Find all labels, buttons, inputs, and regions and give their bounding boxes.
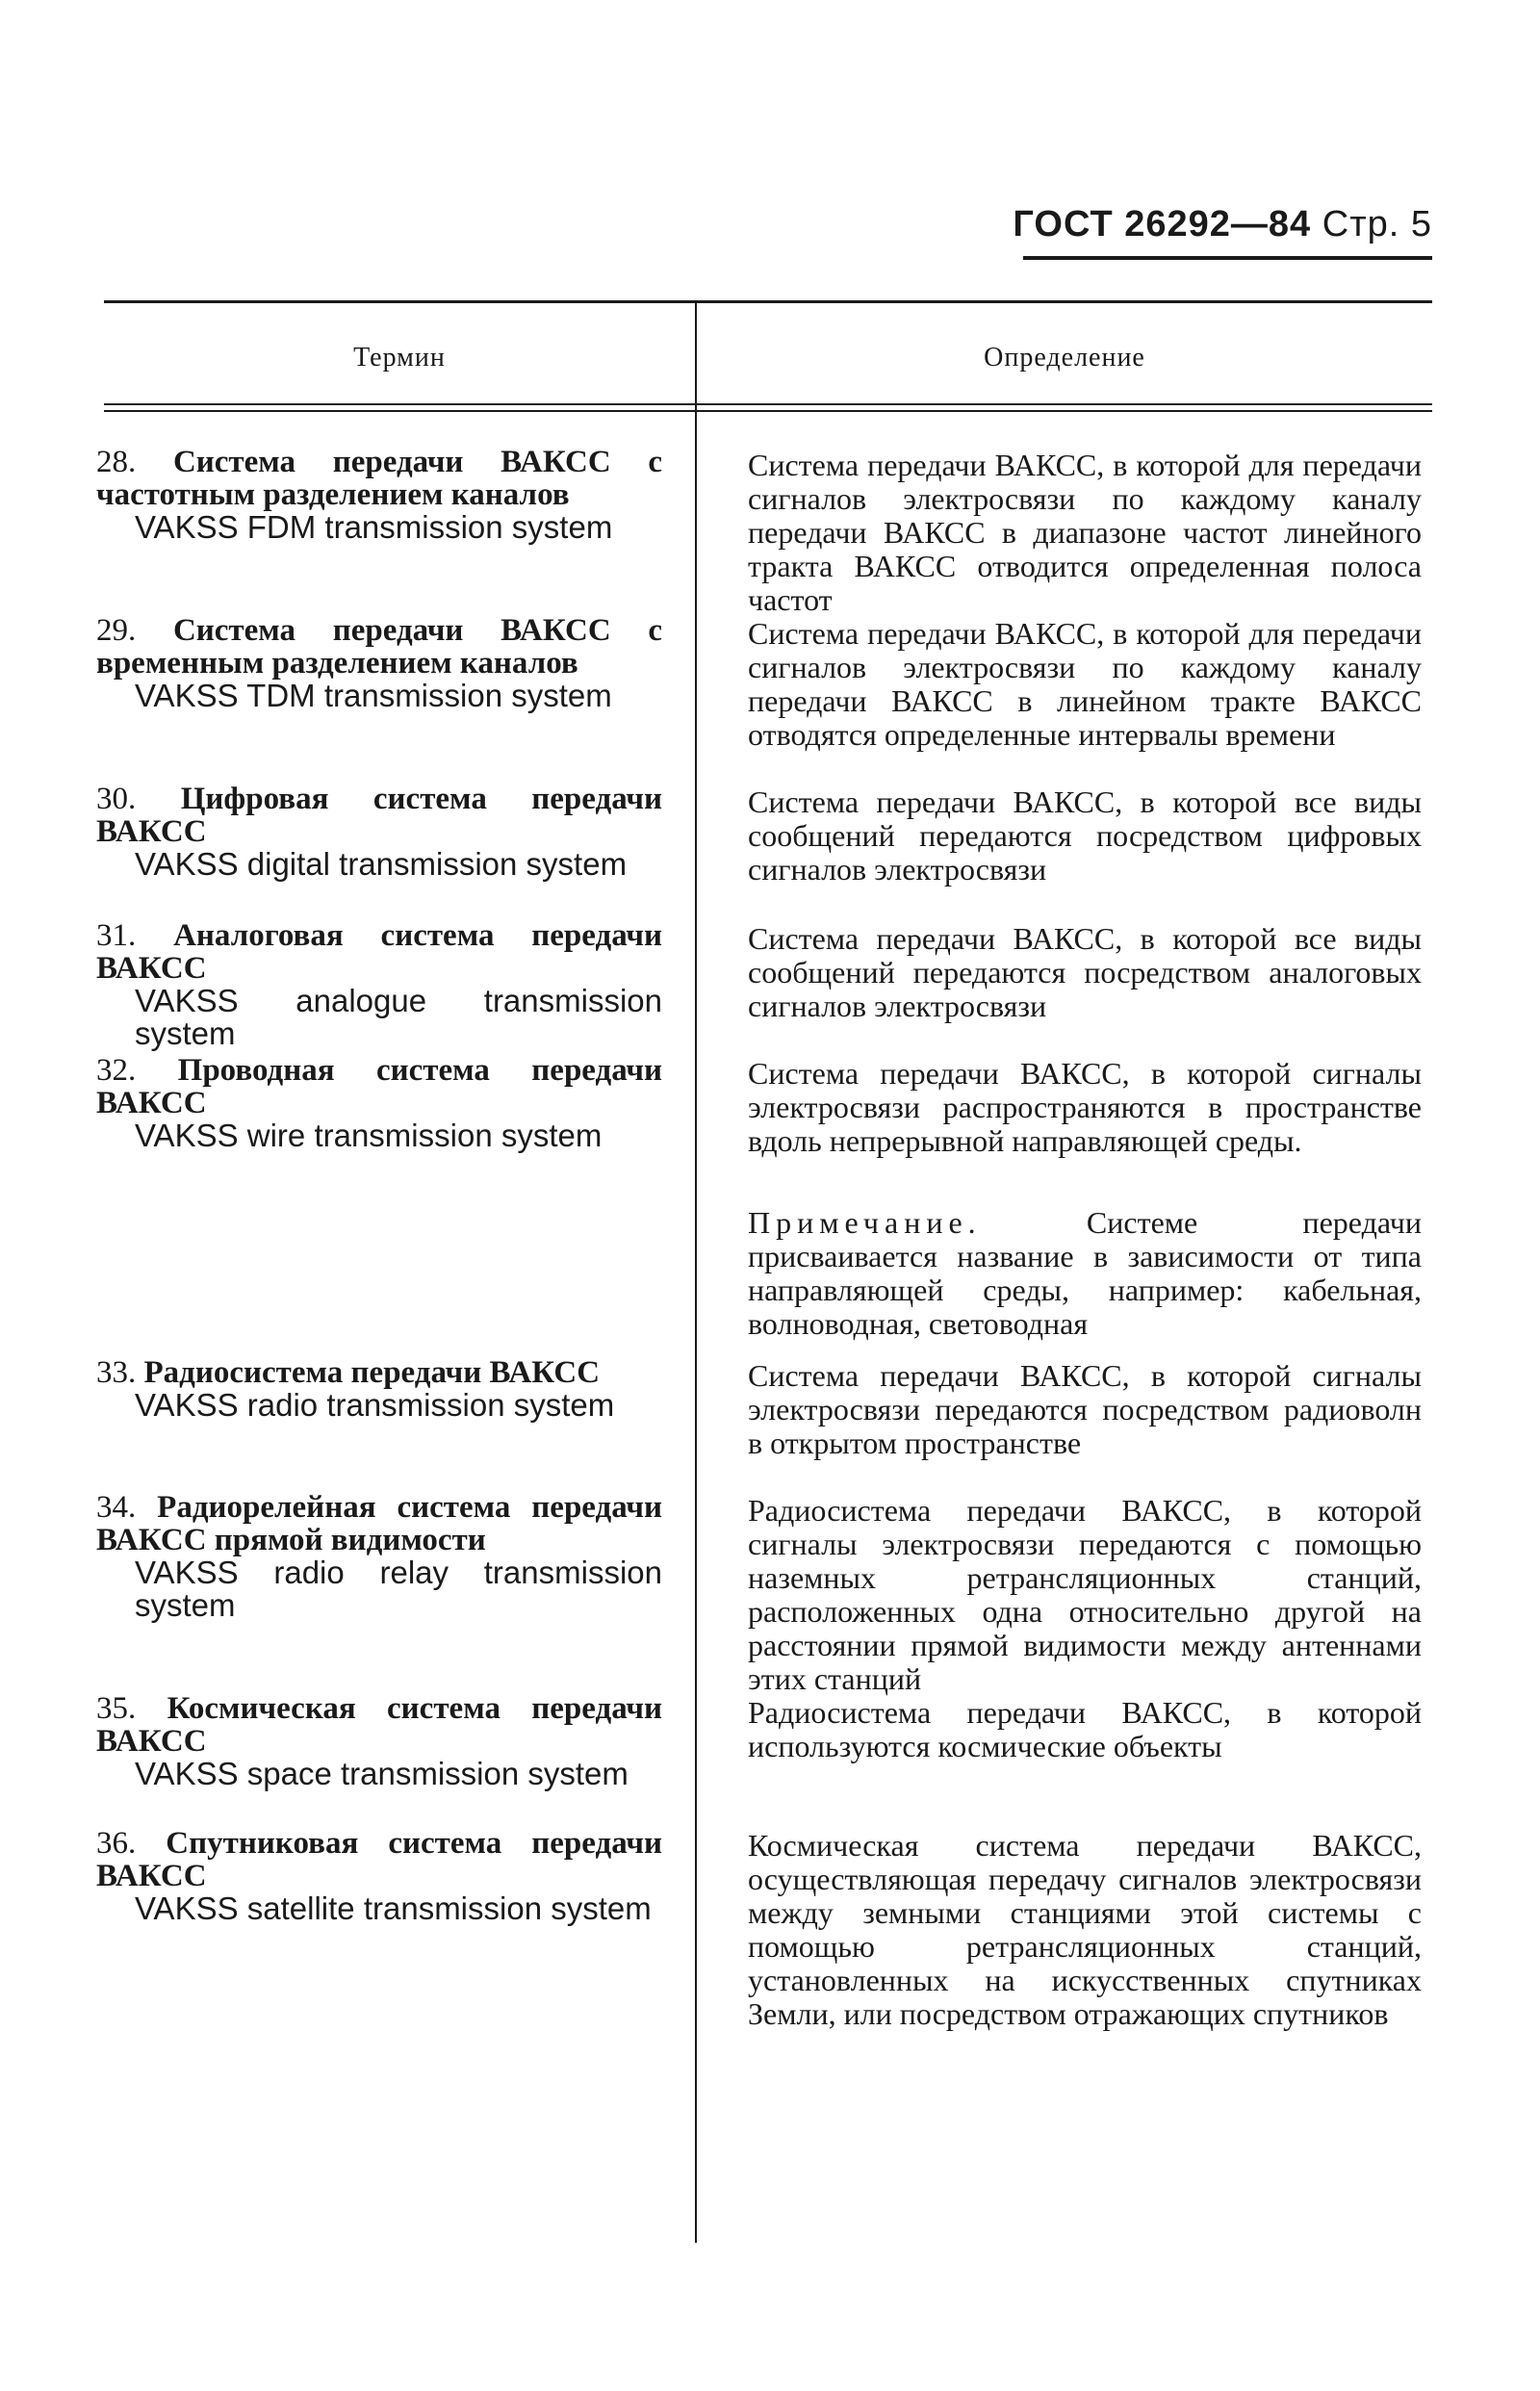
term-30 (96, 783, 662, 881)
term-28 (96, 446, 662, 544)
standard-code: ГОСТ 26292—84 (1013, 204, 1312, 244)
term-en: VAKSS FDM transmission system (135, 509, 613, 545)
term-en: VAKSS satellite transmission system (135, 1890, 652, 1926)
term-33 (96, 1356, 662, 1422)
term-en: VAKSS TDM transmission system (135, 678, 612, 713)
term-29 (96, 614, 662, 712)
page-number: Стр. 5 (1322, 204, 1432, 244)
term-number: 28. (96, 445, 137, 479)
definition-31 (709, 922, 1422, 1023)
definition-35 (709, 1696, 1422, 1763)
column-divider (695, 300, 697, 2243)
term-number: 32. (96, 1053, 137, 1088)
term-ru: Спутниковая система передачи ВАКСС (96, 1826, 662, 1893)
term-ru: Аналоговая система передачи ВАКСС (96, 918, 662, 986)
term-34 (96, 1491, 662, 1622)
term-ru: Цифровая система передачи ВАКСС (96, 782, 662, 849)
term-number: 36. (96, 1826, 137, 1861)
term-ru: Радиорелейная система передачи ВАКСС прямой видимости (96, 1490, 663, 1557)
definition-30 (709, 785, 1422, 887)
term-en: VAKSS analogue transmission system (135, 983, 662, 1051)
term-number: 35. (96, 1691, 137, 1726)
term-ru: Радиосистема передачи ВАКСС (143, 1355, 601, 1390)
term-number: 34. (96, 1490, 137, 1525)
term-ru: Космическая система передачи ВАКСС (96, 1691, 662, 1759)
column-header-definition: Определение (984, 343, 1145, 373)
term-ru: Система передачи ВАКСС с временным разделением каналов (96, 613, 662, 681)
term-en: VAKSS space transmission system (135, 1756, 629, 1791)
term-ru: Проводная система передачи ВАКСС (96, 1053, 663, 1120)
term-en: VAKSS radio transmission system (135, 1387, 615, 1423)
definition-text: Космическая система передачи ВАКСС, осуществляющая передачу сигналов электросвязи между земными станциями этой системы с помощью ретрансляционных станций, установленных на искусственных спутниках Земли, или посредством отражающих спутников (748, 1828, 1422, 2031)
term-en: VAKSS wire transmission system (135, 1118, 603, 1153)
definition-32 (709, 1057, 1422, 1158)
term-number: 30. (96, 782, 137, 816)
term-35 (96, 1692, 662, 1790)
note-text: Системе передачи присваивается название в зависимости от типа направляющей среды, например: кабельная, волноводная, световодная (748, 1205, 1423, 1341)
term-number: 31. (96, 918, 137, 953)
term-ru: Система передачи ВАКСС с частотным разделением каналов (96, 445, 662, 512)
term-number: 33. (96, 1355, 137, 1390)
definition-text: Система передачи ВАКСС, в которой все виды сообщений передаются посредством цифровых сигналов электросвязи (748, 784, 1422, 887)
definition-29 (709, 617, 1422, 752)
table-top-border (104, 300, 1432, 303)
definition-28 (709, 449, 1422, 617)
term-36 (96, 1827, 662, 1925)
term-en: VAKSS digital transmission system (135, 846, 628, 882)
note (709, 1206, 1422, 1341)
header-divider (104, 403, 1432, 405)
page-header (1013, 204, 1432, 245)
definition-text: Система передачи ВАКСС, в которой все виды сообщений передаются посредством аналоговых сигналов электросвязи (748, 921, 1422, 1023)
definition-text: Система передачи ВАКСС, в которой для передачи сигналов электросвязи по каждому каналу передачи ВАКСС в линейном тракте ВАКСС отводятся определенные интервалы времени (748, 616, 1422, 752)
definition-text: Система передачи ВАКСС, в которой сигналы электросвязи распространяются в пространстве вдоль непрерывной направляющей среды. (748, 1056, 1422, 1158)
term-number: 29. (96, 613, 137, 648)
definition-text: Система передачи ВАКСС, в которой сигналы электросвязи передаются посредством радиоволн в открытом пространстве (748, 1358, 1422, 1460)
definition-text: Радиосистема передачи ВАКСС, в которой сигналы электросвязи передаются с помощью наземных ретрансляционных станций, расположенных одна относительно другой на расстоянии прямой видимости между антеннами этих станций (748, 1493, 1422, 1696)
definition-36 (709, 1829, 1422, 2031)
column-header-term: Термин (353, 343, 446, 373)
term-32 (96, 1054, 662, 1152)
header-rule (1023, 256, 1432, 260)
term-31 (96, 919, 662, 1050)
term-en: VAKSS radio relay transmission system (135, 1555, 662, 1623)
definition-33 (709, 1359, 1422, 1460)
definition-text: Радиосистема передачи ВАКСС, в которой используются космические объекты (748, 1695, 1422, 1763)
note-label: Примечание. (748, 1205, 982, 1240)
header-divider (104, 410, 1432, 412)
definition-text: Система передачи ВАКСС, в которой для передачи сигналов электросвязи по каждому каналу передачи ВАКСС в диапазоне частот линейного тракта ВАКСС отводится определенная полоса частот (748, 448, 1422, 617)
definition-34 (709, 1494, 1422, 1696)
